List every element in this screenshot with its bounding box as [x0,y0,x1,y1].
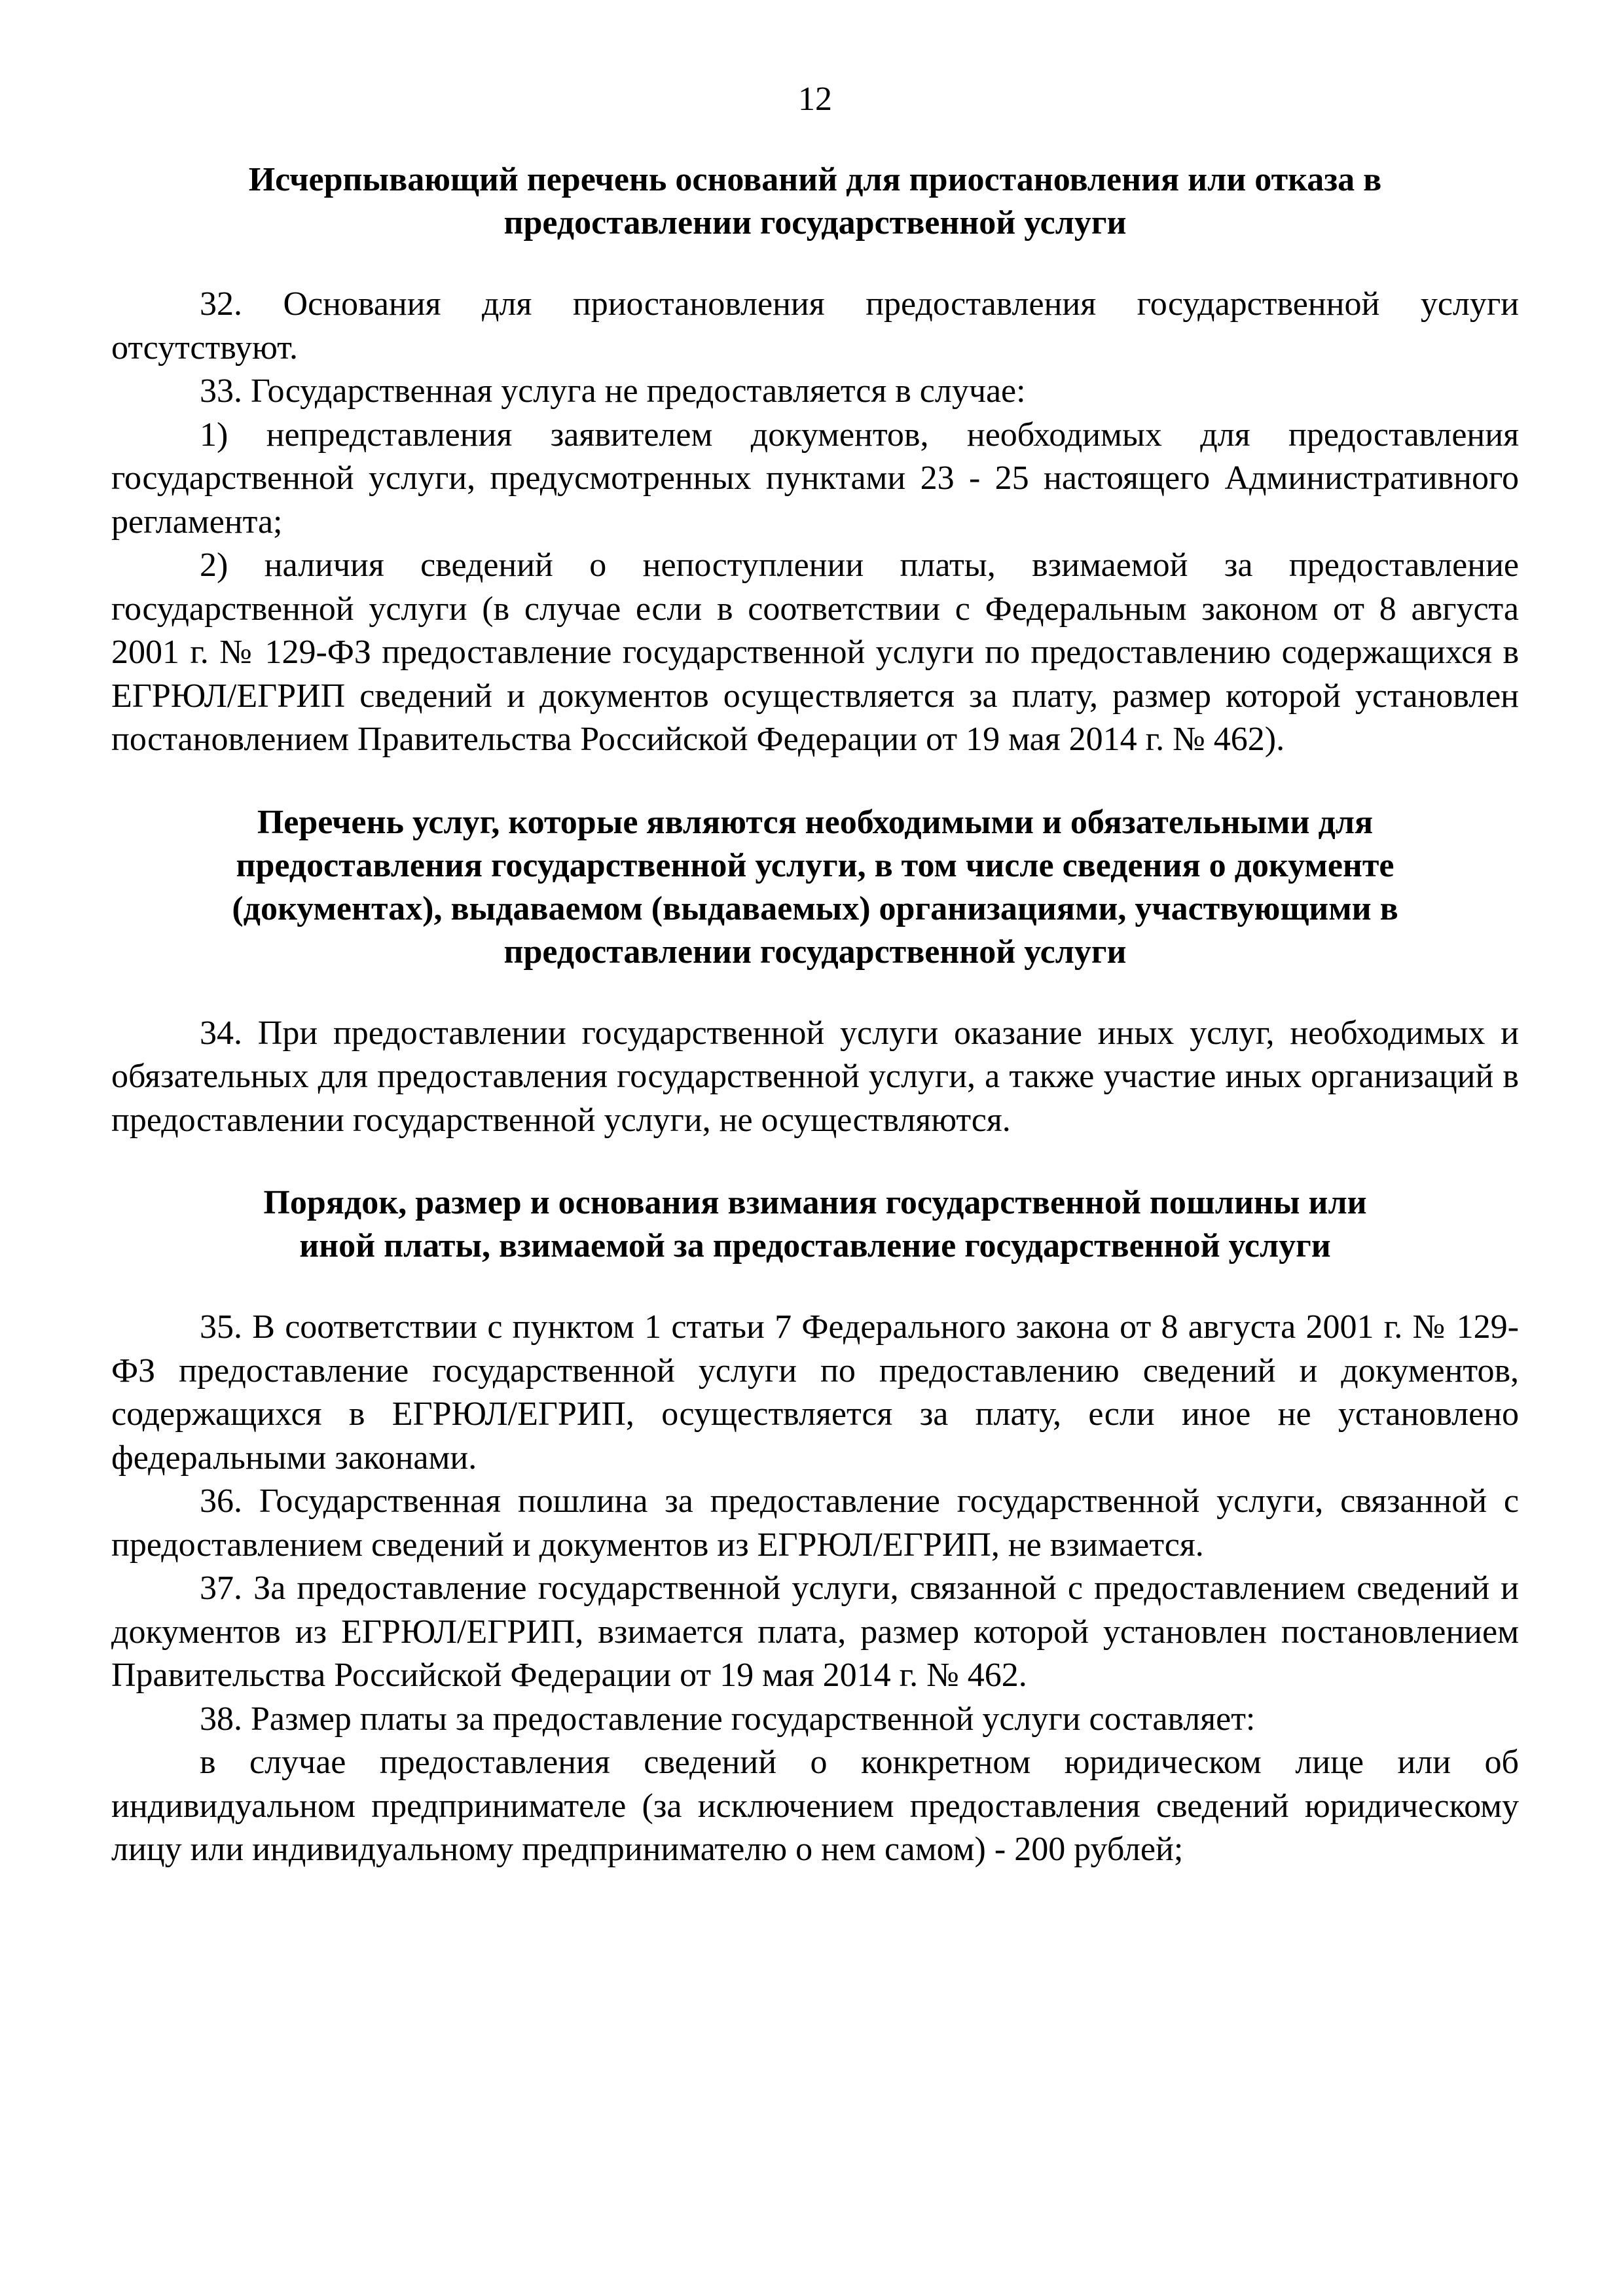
heading-line: предоставлении государственной услуги [503,204,1127,242]
section-fees [111,1181,1519,1872]
heading-line: предоставлении государственной услуги [503,933,1127,971]
section-heading [111,158,1519,245]
section-necessary-services [111,801,1519,1143]
heading-line: (документах), выдаваемом (выдаваемых) организациями, участвующими в [232,889,1398,927]
heading-line: предоставления государственной услуги, в том числе сведения о документе [236,846,1395,884]
paragraph-32: 32. Основания для приостановления предоставления государственной услуги отсутствуют. [111,285,1519,367]
heading-line: Перечень услуг, которые являются необходимыми и обязательными для [257,803,1374,841]
paragraph-36: 36. Государственная пошлина за предоставление государственной услуги, связанной с предоставлением сведений и документов из ЕГРЮЛ/ЕГРИП, не взимается. [111,1482,1519,1564]
paragraph-33-item-1: 1) непредставления заявителем документов, необходимых для предоставления государственной услуги, предусмотренных пунктами 23 - 25 настоящего Административного регламента; [111,416,1519,541]
paragraph-35: 35. В соответствии с пунктом 1 статьи 7 Федерального закона от 8 августа 2001 г. № 129-ФЗ предоставление государственной услуги по предоставлению сведений и документов, содержащихся в ЕГРЮЛ/ЕГРИП, осуществляется за плату, если иное не установлено федеральными законами. [111,1308,1519,1477]
document-page [111,79,1519,1872]
paragraph-38: 38. Размер платы за предоставление государственной услуги составляет: [200,1700,1256,1738]
section-suspension-refusal [111,158,1519,762]
heading-line: Порядок, размер и основания взимания государственной пошлины или [263,1184,1367,1221]
page-number: 12 [798,81,832,118]
paragraph-37: 37. За предоставление государственной услуги, связанной с предоставлением сведений и документов из ЕГРЮЛ/ЕГРИП, взимается плата, размер которой установлен постановлением Правительства Российской Федерации от 19 мая 2014 г. № 462. [111,1570,1519,1694]
section-heading [111,801,1519,974]
paragraph-33-item-2: 2) наличия сведений о непоступлении платы, взимаемой за предоставление государственной услуги (в случае если в соответствии с Федеральным законом от 8 августа 2001 г. № 129-ФЗ предоставление государственной услуги по предоставлению содержащихся в ЕГРЮЛ/ЕГРИП сведений и документов осуществляется за плату, размер которой установлен постановлением Правительства Российской Федерации от 19 мая 2014 г. № 462). [111,547,1519,758]
paragraph-33: 33. Государственная услуга не предоставляется в случае: [200,372,1026,410]
section-heading [111,1181,1519,1268]
paragraph-34: 34. При предоставлении государственной услуги оказание иных услуг, необходимых и обязательных для предоставления государственной услуги, а также участие иных организаций в предоставлении государственной услуги, не осуществляются. [111,1014,1519,1139]
paragraph-38-item-1: в случае предоставления сведений о конкретном юридическом лице или об индивидуальном предпринимателе (за исключением предоставления сведений юридическому лицу или индивидуальному предпринимателю о нем самом) - 200 рублей; [111,1744,1519,1868]
heading-line: иной платы, взимаемой за предоставление государственной услуги [299,1227,1331,1265]
heading-line: Исчерпывающий перечень оснований для приостановления или отказа в [248,161,1382,198]
